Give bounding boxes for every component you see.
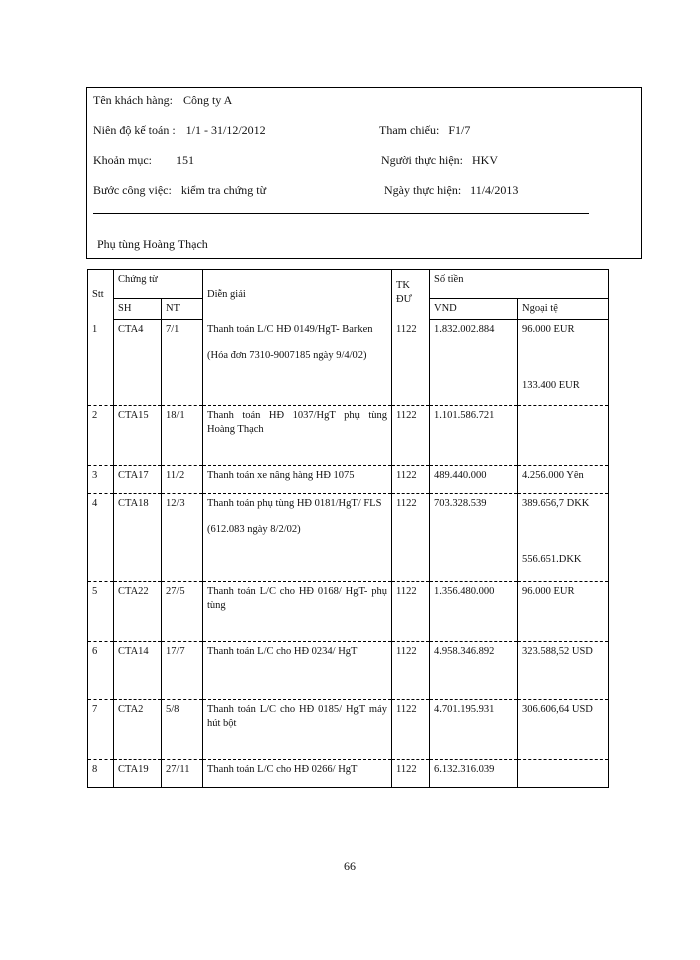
cell-vnd: 1.101.586.721	[430, 406, 518, 466]
cell-nt: 27/5	[162, 582, 203, 642]
cell-nt: 5/8	[162, 700, 203, 760]
table-row	[88, 406, 609, 466]
table-header-row	[88, 270, 609, 299]
cell-stt: 6	[88, 642, 114, 700]
cell-desc-line1: Thanh toán phụ tùng HĐ 0181/HgT/ FLS	[207, 498, 382, 510]
cell-desc-line2: (Hóa đơn 7310-9007185 ngày 9/4/02)	[207, 349, 367, 361]
step-line	[93, 183, 266, 198]
date-value: 11/4/2013	[470, 183, 519, 197]
cell-tk: 1122	[392, 494, 430, 582]
header-divider	[93, 213, 589, 214]
item-line	[93, 153, 194, 168]
cell-tk: 1122	[392, 582, 430, 642]
cell-sh: CTA22	[114, 582, 162, 642]
cell-desc: Thanh toán L/C cho HĐ 0185/ HgT máy hút bột	[203, 700, 392, 760]
cell-sh: CTA2	[114, 700, 162, 760]
cell-stt: 4	[88, 494, 114, 582]
date-line	[384, 183, 518, 198]
cell-sh: CTA15	[114, 406, 162, 466]
header-voucher: Chứng từ	[114, 270, 203, 299]
period-line	[93, 123, 266, 138]
period-value: 1/1 - 31/12/2012	[185, 123, 266, 137]
cell-tk: 1122	[392, 466, 430, 494]
cell-desc	[203, 494, 392, 582]
cell-tk: 1122	[392, 642, 430, 700]
table-row	[88, 494, 609, 582]
cell-vnd: 1.832.002.884	[430, 320, 518, 406]
cell-vnd: 489.440.000	[430, 466, 518, 494]
item-label: Khoản mục:	[93, 153, 152, 167]
cell-desc: Thanh toán xe nâng hàng HĐ 1075	[203, 466, 392, 494]
header-description: Diễn giải	[203, 270, 392, 320]
table-row	[88, 466, 609, 494]
table-row	[88, 700, 609, 760]
cell-fx-line1: 389.656,7 DKK	[522, 498, 590, 510]
header-foreign: Ngoại tệ	[518, 299, 609, 320]
step-label: Bước công việc:	[93, 183, 172, 197]
cell-nt: 7/1	[162, 320, 203, 406]
cell-tk: 1122	[392, 406, 430, 466]
cell-fx	[518, 320, 609, 406]
header-nt: NT	[162, 299, 203, 320]
item-value: 151	[176, 153, 194, 167]
cell-vnd: 1.356.480.000	[430, 582, 518, 642]
header-tk-line2: ĐƯ	[396, 294, 412, 306]
cell-sh: CTA17	[114, 466, 162, 494]
table-row	[88, 582, 609, 642]
cell-desc-line2: (612.083 ngày 8/2/02)	[207, 524, 301, 536]
header-amount: Số tiền	[430, 270, 609, 299]
reference-line	[379, 123, 470, 138]
cell-desc: Thanh toán L/C cho HĐ 0234/ HgT	[203, 642, 392, 700]
subtitle: Phụ tùng Hoàng Thạch	[97, 237, 208, 251]
cell-sh: CTA14	[114, 642, 162, 700]
reference-label: Tham chiếu:	[379, 123, 440, 137]
date-label: Ngày thực hiện:	[384, 183, 462, 197]
cell-fx	[518, 406, 609, 466]
header-vnd: VND	[430, 299, 518, 320]
cell-vnd: 4.958.346.892	[430, 642, 518, 700]
header-sh: SH	[114, 299, 162, 320]
header-tk	[392, 270, 430, 320]
performer-label: Người thực hiện:	[381, 153, 464, 167]
customer-label: Tên khách hàng:	[93, 93, 173, 107]
cell-sh: CTA4	[114, 320, 162, 406]
header-tk-line1: TK	[396, 280, 410, 291]
step-value: kiểm tra chứng từ	[180, 183, 267, 197]
cell-tk: 1122	[392, 320, 430, 406]
cell-sh: CTA19	[114, 760, 162, 788]
cell-fx	[518, 494, 609, 582]
reference-value: F1/7	[448, 123, 471, 137]
cell-nt: 11/2	[162, 466, 203, 494]
cell-desc-line1: Thanh toán L/C HĐ 0149/HgT- Barken	[207, 323, 373, 335]
cell-desc: Thanh toán L/C cho HĐ 0266/ HgT	[203, 760, 392, 788]
performer-line	[381, 153, 498, 168]
voucher-table	[87, 269, 609, 788]
cell-fx-line2: 133.400 EUR	[522, 380, 580, 392]
cell-tk: 1122	[392, 700, 430, 760]
cell-fx	[518, 760, 609, 788]
header-box	[86, 87, 642, 259]
customer-line	[93, 93, 232, 108]
table-row	[88, 760, 609, 788]
cell-fx: 96.000 EUR	[518, 582, 609, 642]
cell-stt: 1	[88, 320, 114, 406]
cell-desc: Thanh toán L/C cho HĐ 0168/ HgT- phụ tùng	[203, 582, 392, 642]
cell-desc	[203, 320, 392, 406]
cell-tk: 1122	[392, 760, 430, 788]
cell-sh: CTA18	[114, 494, 162, 582]
table-row	[88, 320, 609, 406]
cell-stt: 8	[88, 760, 114, 788]
cell-vnd: 6.132.316.039	[430, 760, 518, 788]
cell-stt: 2	[88, 406, 114, 466]
cell-fx: 306.606,64 USD	[518, 700, 609, 760]
cell-vnd: 4.701.195.931	[430, 700, 518, 760]
header-stt: Stt	[88, 270, 114, 320]
table-row	[88, 642, 609, 700]
performer-value: HKV	[472, 153, 499, 167]
cell-nt: 12/3	[162, 494, 203, 582]
cell-nt: 27/11	[162, 760, 203, 788]
cell-nt: 18/1	[162, 406, 203, 466]
cell-vnd: 703.328.539	[430, 494, 518, 582]
cell-stt: 5	[88, 582, 114, 642]
cell-stt: 7	[88, 700, 114, 760]
cell-stt: 3	[88, 466, 114, 494]
cell-desc: Thanh toán HĐ 1037/HgT phụ tùng Hoàng Thạch	[203, 406, 392, 466]
cell-fx-line1: 96.000 EUR	[522, 324, 575, 336]
page-number: 66	[344, 859, 356, 873]
cell-nt: 17/7	[162, 642, 203, 700]
cell-fx: 4.256.000 Yên	[518, 466, 609, 494]
customer-value: Công ty A	[182, 93, 233, 107]
period-label: Niên độ kế toán :	[93, 123, 176, 137]
cell-fx-line2: 556.651.DKK	[522, 554, 582, 566]
cell-fx: 323.588,52 USD	[518, 642, 609, 700]
